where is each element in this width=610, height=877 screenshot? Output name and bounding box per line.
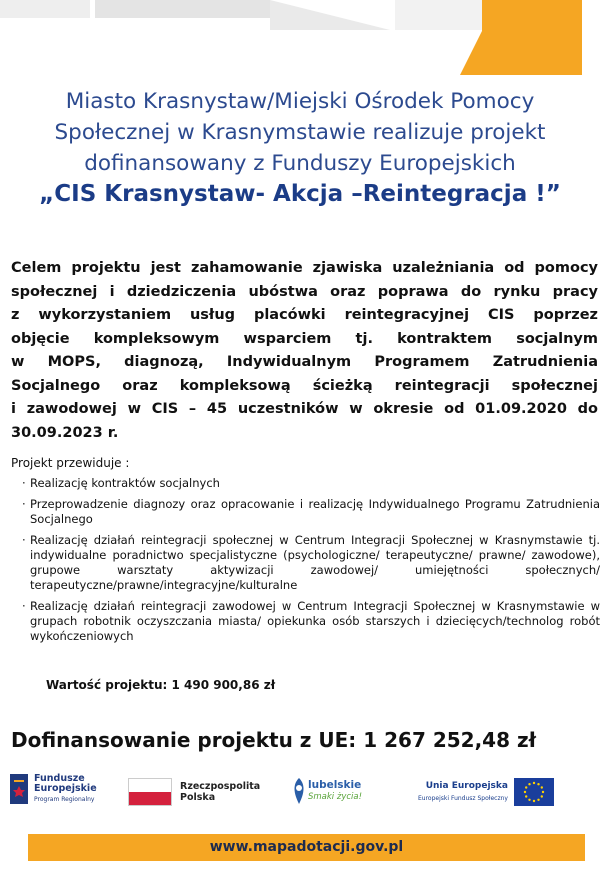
- eu-flag-icon: [514, 778, 554, 806]
- project-value: Wartość projektu: 1 490 900,86 zł: [46, 678, 276, 692]
- eu-cofunding: Dofinansowanie projektu z UE: 1 267 252,48 zł: [11, 728, 537, 752]
- title-line: Społecznej w Krasnymstawie realizuje projekt: [54, 120, 546, 145]
- goal-line: w MOPS, diagnozą, Indywidualnym Programem Zatrudnienia: [11, 354, 598, 370]
- plan-item: · Realizację kontraktów socjalnych: [30, 476, 600, 491]
- title-line: dofinansowany z Funduszy Europejskich: [84, 151, 516, 176]
- plan-list: [30, 476, 600, 650]
- goal-line: z wykorzystaniem usług placówki reintegracyjnej CIS poprzez: [11, 307, 598, 323]
- plan-item: · Przeprowadzenie diagnozy oraz opracowanie i realizację Indywidualnego Programu Zatrudnienia Socjalnego: [30, 497, 600, 527]
- polish-flag-icon: [128, 778, 172, 806]
- goal-line: i zawodowej w CIS – 45 uczestników w okresie od 01.09.2020 do: [11, 401, 598, 417]
- lubelskie-logo: [290, 776, 362, 806]
- fundusze-europejskie-logo: [8, 772, 97, 806]
- plan-item: · Realizację działań reintegracji zawodowej w Centrum Integracji Społecznej w Krasnymstawie w grupach robotnik oczyszczania miasta/ opiekunka osób starszych i dziecięcych/technolog robót wykończeniowych: [30, 599, 600, 644]
- unia-europejska-logo: [418, 778, 554, 806]
- ue-line2: Europejski Fundusz Społeczny: [418, 794, 508, 802]
- poster-title: [10, 86, 590, 210]
- decor-orange-block: [482, 0, 582, 75]
- footer-spacer: [585, 834, 610, 861]
- ue-line1: Unia Europejska: [425, 780, 508, 791]
- goal-line: 30.09.2023 r.: [11, 424, 119, 441]
- project-goal-paragraph: [11, 257, 598, 445]
- goal-line: Socjalnego oraz kompleksową ścieżką reintegracji społecznej: [11, 377, 598, 394]
- fe-line2: Europejskie: [34, 782, 97, 794]
- fe-line1: Fundusze: [34, 772, 85, 784]
- footer-url-bar: [28, 834, 585, 861]
- lubelskie-emblem-icon: [290, 776, 308, 806]
- rp-line2: Polska: [180, 792, 216, 803]
- plan-item: · Realizację działań reintegracji społecznej w Centrum Integracji Społecznej w Krasnymstawie tj. indywidualne poradnictwo specjalistyczne (psychologiczne/ terapeutyczne/ prawne/ zawodowe), grupowe warsztaty aktywizacji zawodowej/ umiejętności społecznych/ terapeutyczne/prawne/integracyjne/kulturalne: [30, 533, 600, 593]
- rp-line1: Rzeczpospolita: [180, 781, 261, 792]
- rzeczpospolita-polska-logo: [128, 778, 260, 806]
- goal-line: społecznej i dziedziczenia ubóstwa oraz poprawa do rynku pracy: [11, 283, 598, 300]
- title-line: Miasto Krasnystaw/Miejski Ośrodek Pomocy: [65, 89, 535, 114]
- fe-star-icon: [8, 772, 30, 806]
- fe-line3: Program Regionalny: [34, 795, 95, 803]
- decor-stripe: [95, 0, 270, 18]
- logo-strip: [0, 768, 610, 818]
- plan-heading: Projekt przewiduje :: [11, 456, 130, 470]
- decor-triangle: [270, 0, 390, 30]
- project-name: „CIS Krasnystaw- Akcja –Reintegracja !”: [39, 181, 561, 207]
- goal-line: objęcie kompleksowym wsparciem tj. kontraktem socjalnym: [11, 330, 598, 347]
- lubelskie-tagline: Smaki życia!: [308, 792, 363, 802]
- decor-stripe: [0, 0, 90, 18]
- goal-line: Celem projektu jest zahamowanie zjawiska uzależniania od pomocy: [11, 260, 598, 276]
- lubelskie-name: lubelskie: [308, 779, 362, 791]
- footer-url-link[interactable]: www.mapadotacji.gov.pl: [209, 839, 404, 855]
